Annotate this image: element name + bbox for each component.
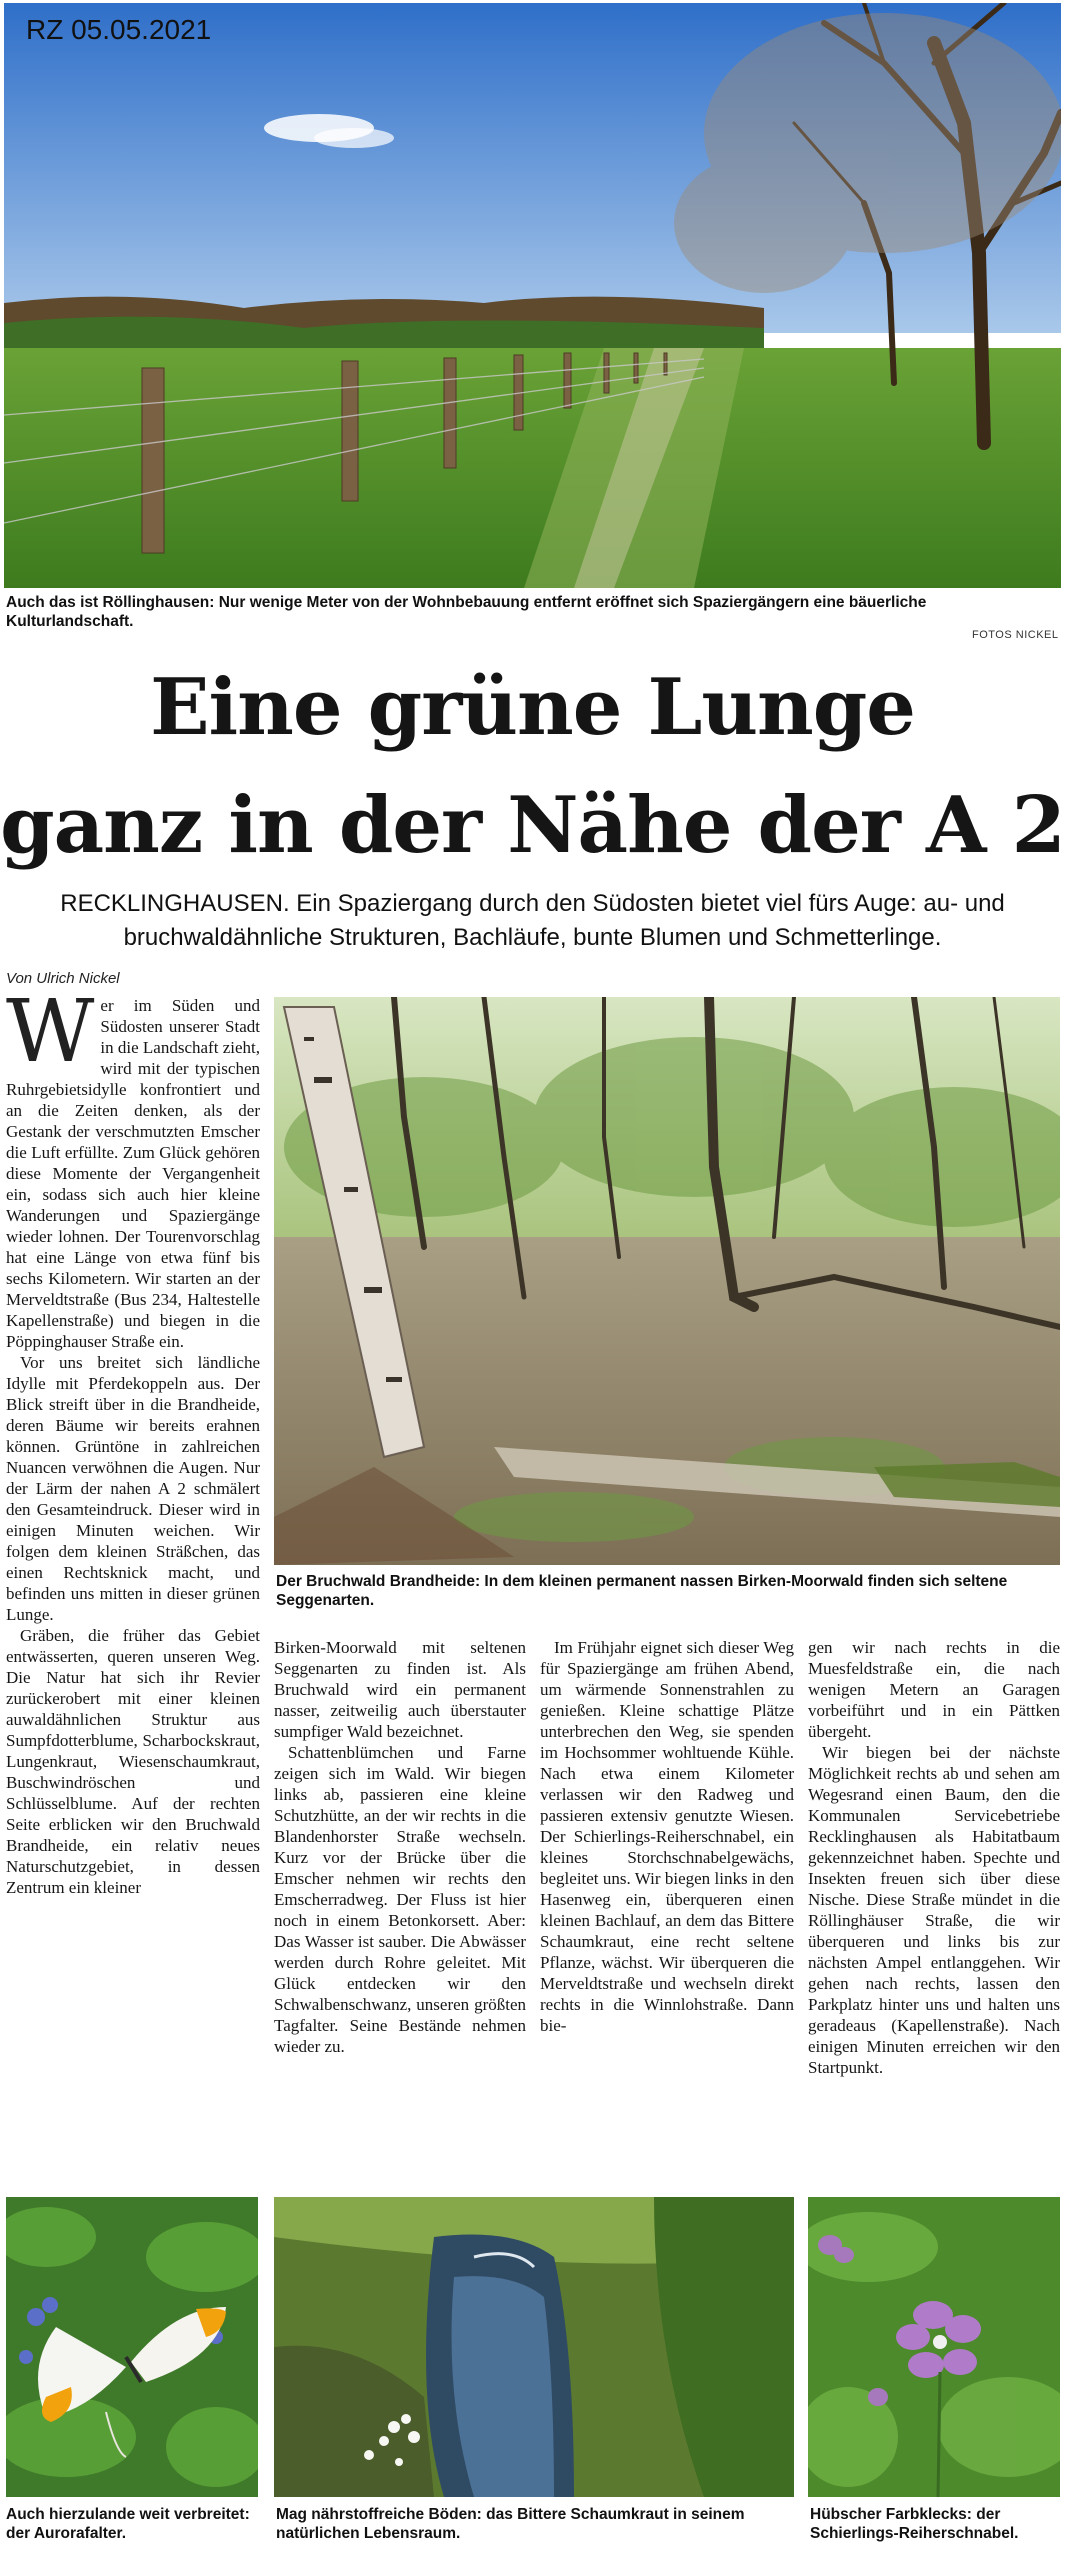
article-column-1: [6, 995, 260, 2165]
article-column-2: [274, 1637, 526, 2057]
landscape-photo: [4, 3, 1061, 588]
byline: Von Ulrich Nickel: [6, 970, 120, 987]
forest-photo: [274, 997, 1060, 1565]
paragraph: er im Süden und Südosten unserer Stadt in die Landschaft zieht, wird mit der typischen Ruhrgebietsidylle konfrontiert und an die Zeiten denken, als der Gestank der verschmutzten Emscher die Luft erfüllte. Zum Glück gehören diese Momente der Vergangenheit ein, sodass sich auch hier kleine Wanderungen und Spaziergänge wieder lohnen. Der Tourenvorschlag hat eine Länge von etwa fünf bis sechs Kilometern. Wir starten an der Merveldtstraße (Bus 234, Haltestelle Kapellenstraße) und biegen in die Pöppinghauser Straße ein.: [6, 996, 260, 1351]
article-column-4: [808, 1637, 1060, 2078]
paragraph: gen wir nach rechts in die Muesfeldstraße ein, die nach wenigen Metern an Garagen vorbeiführt und in ein Pättken übergeht.: [808, 1638, 1060, 1741]
paragraph: Birken-Moorwald mit seltenen Seggenarten zu finden ist. Als Bruchwald wird ein permanent nasser, zeitweilig auch überstauter sumpfiger Wald bezeichnet.: [274, 1638, 526, 1741]
paragraph: Im Frühjahr eignet sich dieser Weg für Spaziergänge am frühen Abend, um wärmende Sonnenstrahlen zu genießen. Kleine schattige Plätze unterbrechen den Weg, sie spenden im Hochsommer wohltuende Kühle. Nach etwa einem Kilometer verlassen wir den Radweg und passieren extensiv genutzte Wiesen. Der Schierlings-Reiherschnabel, ein kleines Storchschnabelgewächs, begleitet uns. Wir biegen links in den Hasenweg ein, überqueren einen kleinen Bachlauf, an dem das Bittere Schaumkraut, eine recht seltene Pflanze, wächst. Wir überqueren die Merveldtstraße und wechseln direkt rechts in die Winnlohstraße. Dann bie-: [540, 1638, 794, 2035]
photo-credit: FOTOS NICKEL: [972, 629, 1059, 641]
headline-line-2: ganz in der Nähe der A 2: [0, 780, 1065, 871]
paragraph: Schattenblümchen und Farne zeigen sich im Wald. Wir biegen links ab, passieren eine kleine Schutzhütte, an der wir rechts in die Blandenhorster Straße wechseln. Kurz vor der Brücke über die Emscher nehmen wir rechts den Emscherradweg. Der Fluss ist hier noch in einem Betonkorsett. Aber: Das Wasser ist sauber. Die Abwässer werden durch Rohre geleitet. Mit Glück entdecken wir den Schwalbenschwanz, unseren größten Tagfalter. Seine Bestände nehmen wieder zu.: [274, 1743, 526, 2056]
headline-line-1: Eine grüne Lunge: [150, 662, 915, 753]
paragraph: Gräben, die früher das Gebiet entwässerten, queren unseren Weg. Die Natur hat sich ihr Revier zurückerobert mit einer kleinen auwaldähnlichen Struktur aus Sumpfdotterblume, Scharbockskraut, Lungenkraut, Wiesenschaumkraut, Buschwindröschen und Schlüsselblume. Auf der rechten Seite erblicken wir den Bruchwald Brandheide, ein relativ neues Naturschutzgebiet, in dessen Zentrum ein kleiner: [6, 1626, 260, 1897]
paragraph: Vor uns breitet sich ländliche Idylle mit Pferdekoppeln aus. Der Blick streift über in die Brandheide, deren Bäume wir bereits erahnen können. Grüntöne in zahlreichen Nuancen verwöhnen die Augen. Nur der Lärm der nahen A 2 schmälert den Gesamteindruck. Dieser wird in einigen Minuten weichen. Wir folgen dem kleinen Sträßchen, das einen Rechtsknick macht, und befinden uns mitten in dieser grünen Lunge.: [6, 1353, 260, 1624]
flower-caption: Hübscher Farbklecks: der Schierlings-Reiherschnabel.: [810, 2506, 1019, 2542]
butterfly-caption: Auch hierzulande weit verbreitet: der Aurorafalter.: [6, 2506, 250, 2542]
stream-caption: Mag nährstoffreiche Böden: das Bittere Schaumkraut in seinem natürlichen Lebensraum.: [276, 2506, 745, 2542]
top-photo-caption: Auch das ist Röllinghausen: Nur wenige Meter von der Wohnbebauung entfernt eröffnet sich Spaziergängern eine bäuerliche Kulturlandschaft.: [6, 594, 927, 630]
article-teaser: RECKLINGHAUSEN. Ein Spaziergang durch den Südosten bietet viel fürs Auge: au- und bruchwaldähnliche Strukturen, Bachläufe, bunte Blumen und Schmetterlinge.: [60, 890, 1005, 951]
dateline: RZ 05.05.2021: [26, 14, 212, 45]
paragraph: Wir biegen bei der nächste Möglichkeit rechts ab und sehen am Wegesrand einen Baum, den die Kommunalen Servicebetriebe Recklinghausen als Habitatbaum gekennzeichnet haben. Spechte und Insekten freuen sich über diese Nische. Diese Straße mündet in die Röllinghäuser Straße, die wir überqueren und links bis zur nächsten Ampel entlanggehen. Wir gehen nach rechts, lassen den Parkplatz hinter uns und halten uns geradeaus (Kapellenstraße). Nach einigen Minuten erreichen wir den Startpunkt.: [808, 1743, 1060, 2077]
forest-photo-caption: Der Bruchwald Brandheide: In dem kleinen permanent nassen Birken-Moorwald finden sich seltene Seggenarten.: [276, 1573, 1008, 1609]
flower-photo: [808, 2197, 1060, 2497]
dropcap: W: [6, 995, 95, 1082]
butterfly-photo: [6, 2197, 258, 2497]
article-column-3: [540, 1637, 794, 2036]
stream-photo: [274, 2197, 794, 2497]
